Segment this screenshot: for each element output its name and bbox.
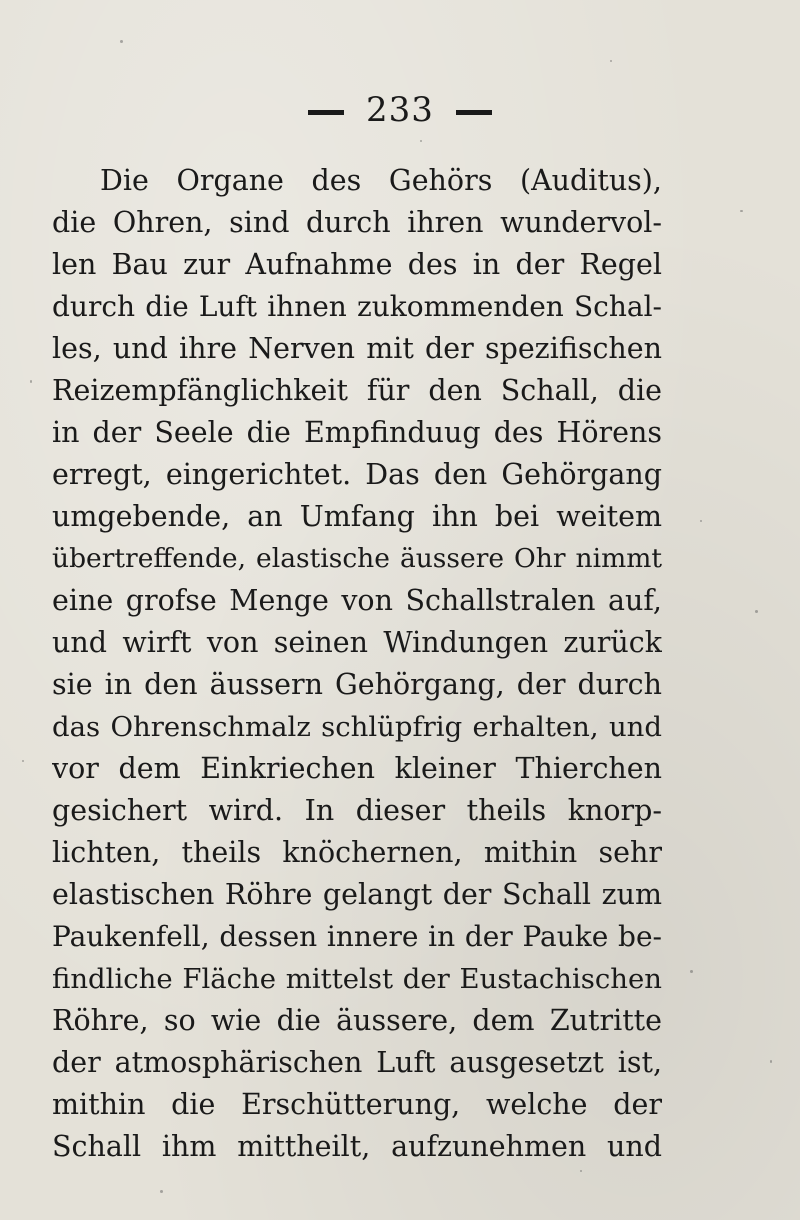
paper-speck xyxy=(610,60,612,62)
paper-speck xyxy=(160,1190,163,1193)
text-line: mithin die Erschütterung, welche der xyxy=(52,1088,662,1121)
paper-speck xyxy=(22,760,24,762)
text-line: eine grofse Menge von Schallstralen auf, xyxy=(52,584,662,617)
text-line: Röhre, so wie die äussere, dem Zutritte xyxy=(52,1004,662,1037)
paper-speck xyxy=(700,520,702,522)
text-line: das Ohrenschmalz schlüpfrig erhalten, und xyxy=(52,711,662,743)
text-line: elastischen Röhre gelangt der Schall zum xyxy=(52,878,662,911)
paper-speck xyxy=(740,210,743,212)
text-line: Reizempfänglichkeit für den Schall, die xyxy=(52,374,662,407)
text-line: les, und ihre Nerven mit der spezifischen xyxy=(52,332,662,365)
header-dash-right xyxy=(456,110,492,115)
text-line: lichten, theils knöchernen, mithin sehr xyxy=(52,836,662,869)
paper-speck xyxy=(580,1170,582,1172)
text-line: und wirft von seinen Windungen zurück xyxy=(52,626,662,659)
paper-speck xyxy=(120,40,123,43)
text-line: umgebende, an Umfang ihn bei weitem xyxy=(52,500,662,533)
paper-speck xyxy=(755,610,758,613)
text-line: Schall ihm mittheilt, aufzunehmen und xyxy=(52,1130,662,1163)
text-line: gesichert wird. In dieser theils knorp- xyxy=(52,794,662,827)
text-line: der atmosphärischen Luft ausgesetzt ist, xyxy=(52,1046,662,1079)
text-line: übertreffende, elastische äussere Ohr nimmt xyxy=(52,543,662,574)
page-header xyxy=(0,90,800,130)
text-line: in der Seele die Empfinduug des Hörens xyxy=(52,416,662,449)
text-line: Paukenfell, dessen innere in der Pauke be- xyxy=(52,920,662,953)
text-line: erregt, eingerichtet. Das den Gehörgang xyxy=(52,458,662,491)
text-line: vor dem Einkriechen kleiner Thierchen xyxy=(52,752,662,785)
paper-speck xyxy=(30,380,32,383)
text-line: len Bau zur Aufnahme des in der Regel xyxy=(52,248,662,281)
paper-speck xyxy=(770,1060,772,1063)
page-number: 233 xyxy=(366,90,434,130)
text-line: durch die Luft ihnen zukommenden Schal- xyxy=(52,290,662,323)
text-line: die Ohren, sind durch ihren wundervol- xyxy=(52,206,662,239)
text-line: findliche Fläche mittelst der Eustachischen xyxy=(52,963,662,995)
text-line: sie in den äussern Gehörgang, der durch xyxy=(52,668,662,701)
body-text xyxy=(52,160,662,1168)
text-line: Die Organe des Gehörs (Auditus), xyxy=(100,164,662,197)
paper-speck xyxy=(690,970,693,973)
header-dash-left xyxy=(308,110,344,115)
paper-speck xyxy=(420,140,422,142)
